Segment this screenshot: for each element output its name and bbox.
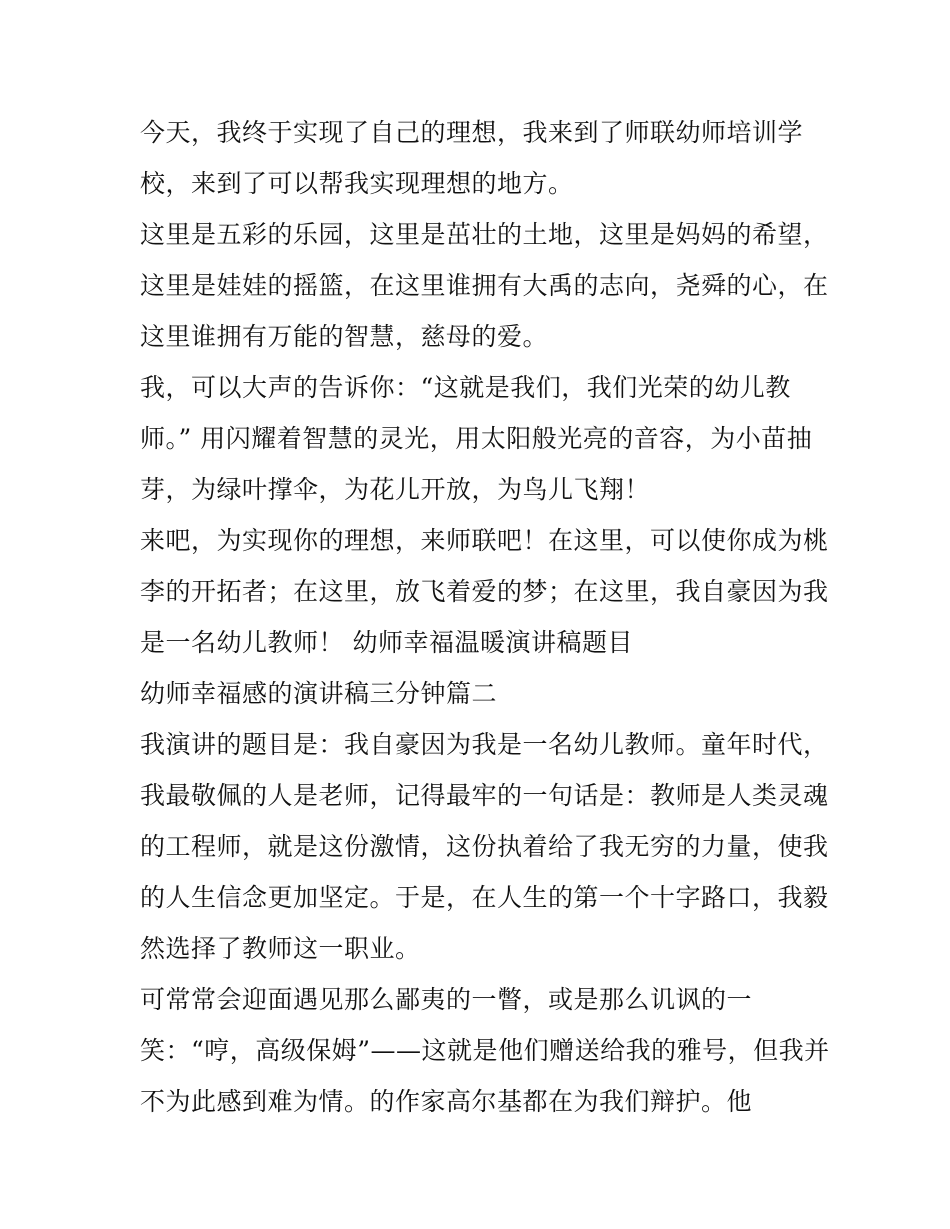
text-line: 我最敬佩的人是老师，记得最牢的一句话是：教师是人类灵魂 xyxy=(140,781,829,810)
text-line: 芽，为绿叶撑伞，为花儿开放，为鸟儿飞翔！ xyxy=(140,475,651,504)
text-line: 然选择了教师这一职业。 xyxy=(140,934,421,963)
text-line: 我，可以大声的告诉你：“这就是我们，我们光荣的幼儿教 xyxy=(140,373,791,402)
text-line: 的工程师，就是这份激情，这份执着给了我无穷的力量，使我 xyxy=(140,832,829,861)
text-line: 不为此感到难为情。的作家高尔基都在为我们辩护。他 xyxy=(140,1087,753,1116)
document-body xyxy=(140,107,830,1127)
text-line: 可常常会迎面遇见那么鄙夷的一瞥，或是那么讥讽的一 xyxy=(140,985,753,1014)
text-line: 来吧，为实现你的理想，来师联吧！在这里，可以使你成为桃 xyxy=(140,526,829,555)
text-line: 校，来到了可以帮我实现理想的地方。 xyxy=(140,169,574,198)
text-line: 我演讲的题目是：我自豪因为我是一名幼儿教师。童年时代， xyxy=(140,730,829,759)
text-line: 这里是五彩的乐园，这里是茁壮的土地，这里是妈妈的希望， xyxy=(140,220,829,249)
text-line: 这里是娃娃的摇篮，在这里谁拥有大禹的志向，尧舜的心，在 xyxy=(140,271,829,300)
section-heading: 幼师幸福感的演讲稿三分钟篇二 xyxy=(140,679,498,708)
text-line: 今天，我终于实现了自己的理想，我来到了师联幼师培训学 xyxy=(140,118,804,147)
text-line: 师。” 用闪耀着智慧的灵光，用太阳般光亮的音容，为小苗抽 xyxy=(140,424,813,453)
text-line: 这里谁拥有万能的智慧，慈母的爱。 xyxy=(140,322,549,351)
text-line: 是一名幼儿教师！ 幼师幸福温暖演讲稿题目 xyxy=(140,628,633,657)
text-line: 的人生信念更加坚定。于是，在人生的第一个十字路口，我毅 xyxy=(140,883,829,912)
text-line: 李的开拓者；在这里，放飞着爱的梦；在这里，我自豪因为我 xyxy=(140,577,829,606)
text-line: 笑：“哼，高级保姆”——这就是他们赠送给我的雅号，但我并 xyxy=(140,1036,830,1065)
